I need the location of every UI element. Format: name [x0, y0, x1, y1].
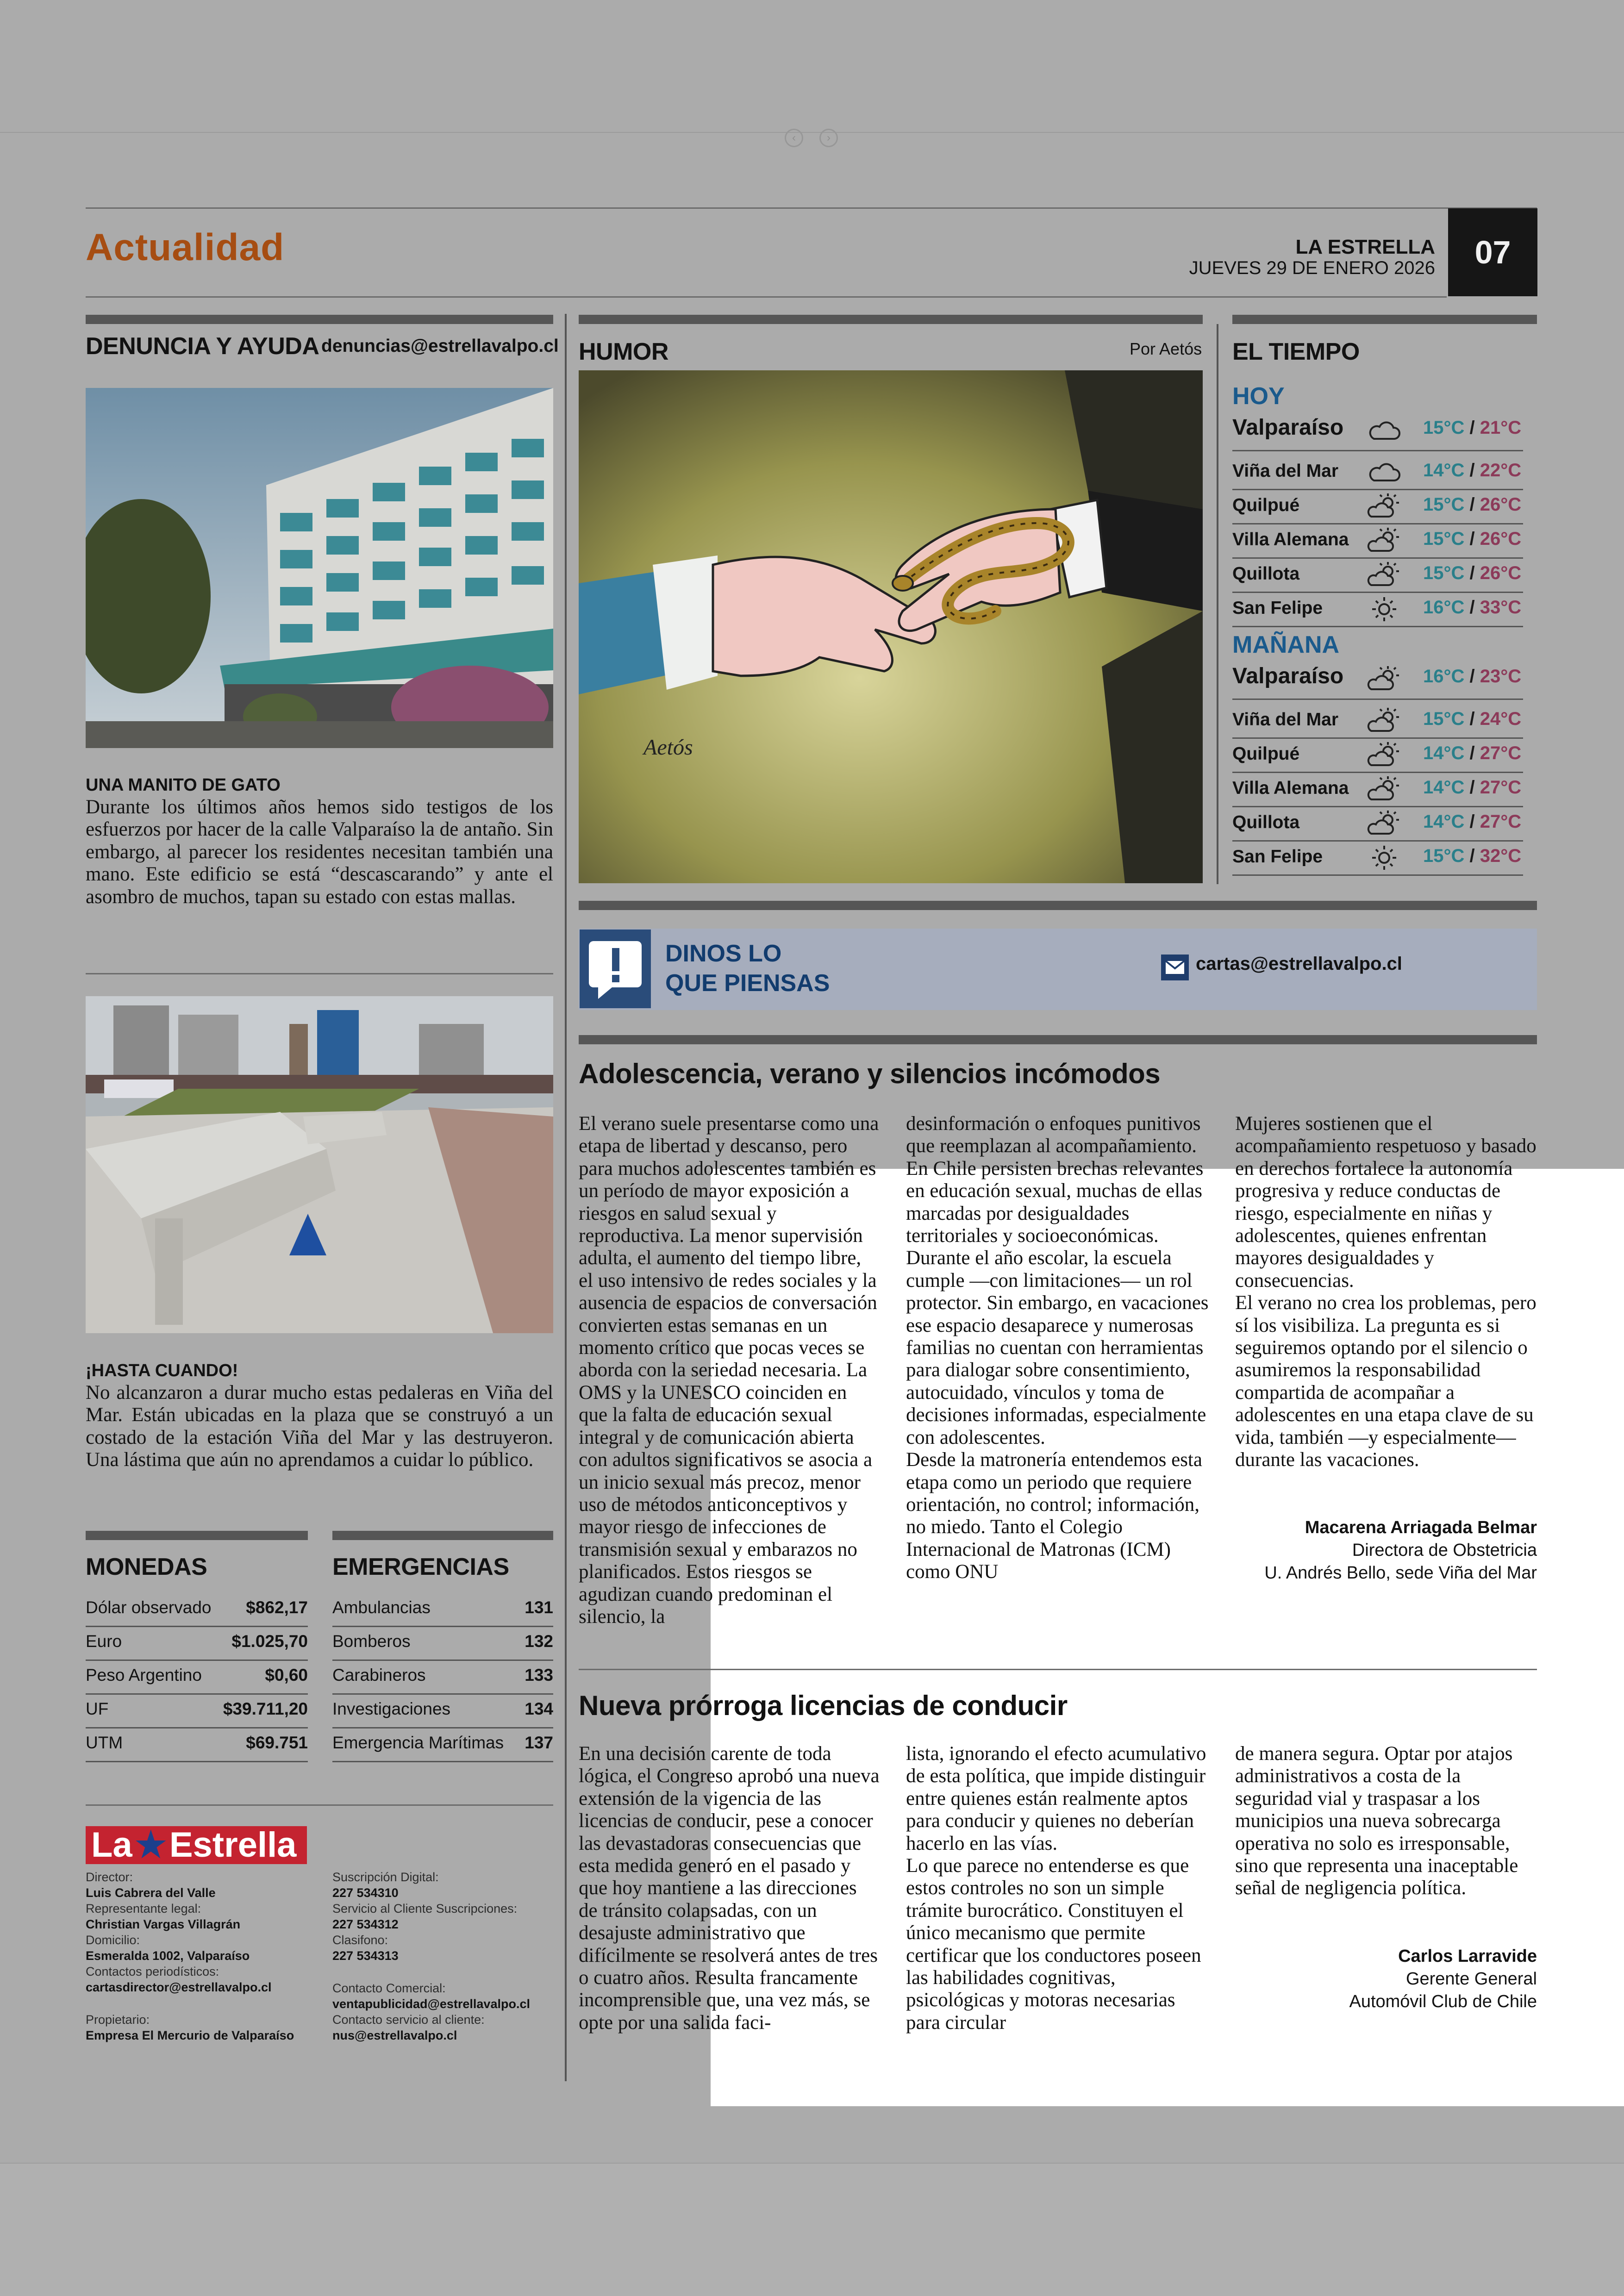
imprint-value: Luis Cabrera del Valle — [86, 1886, 216, 1900]
emergencias-label: Emergencia Marítimas — [332, 1733, 504, 1752]
monedas-title: MONEDAS — [86, 1554, 207, 1580]
emergencias-title: EMERGENCIAS — [332, 1554, 509, 1580]
weather-temps — [1423, 418, 1521, 438]
envelope-icon — [1161, 955, 1189, 980]
weather-city: Viña del Mar — [1232, 710, 1339, 730]
temp-low: 14°C — [1423, 743, 1465, 763]
temp-high: 26°C — [1480, 529, 1522, 549]
header-top-rule — [86, 207, 1537, 209]
emergencias-row — [332, 1632, 553, 1661]
partly-cloudy-icon — [1367, 527, 1402, 555]
paragraph: El verano suele presentarse como una etapa de libertad y descanso, pero para muchos adolescentes también es un período de mayor exposición a riesgos en salud sexual y reproductiva. La menor supervisión adulta, el aumento del tiempo libre, el uso intensivo de redes sociales y la ausencia de espacios de conversación convierten estas semanas en un momento crítico que pocas veces se aborda con la seriedad necesaria. La OMS y la UNESCO coinciden en que la falta de educación sexual integral y de comunicación abierta con adultos significativos se asocia a un inicio sexual más precoz, menor uso de métodos anticonceptivos y mayor riesgo de infecciones de transmisión sexual y embarazos no planificados. Estos riesgos se agudizan cuando predominan el silencio, la — [579, 1113, 879, 1628]
la-estrella-logo — [86, 1826, 307, 1864]
cartoon-signature: Aetós — [643, 735, 693, 760]
author-name: Macarena Arriagada Belmar — [1305, 1518, 1537, 1537]
temp-high: 21°C — [1480, 418, 1522, 438]
imprint-value: Christian Vargas Villagrán — [86, 1917, 241, 1931]
temp-separator: / — [1464, 709, 1480, 729]
author-name: Carlos Larravide — [1398, 1947, 1537, 1966]
logo-estrella: Estrella — [169, 1825, 297, 1865]
partly-cloudy-icon — [1367, 810, 1402, 837]
monedas-value: $39.711,20 — [223, 1699, 308, 1718]
column-divider-weather — [1217, 324, 1218, 884]
article-1-col-2 — [906, 1113, 1209, 1584]
weather-row — [1232, 807, 1523, 842]
imprint-rule — [86, 1804, 553, 1806]
emergencias-row — [332, 1666, 553, 1695]
imprint-value[interactable]: nus@estrellavalpo.cl — [332, 2028, 457, 2042]
weather-temps — [1423, 529, 1521, 549]
letters-email[interactable]: cartas@estrellavalpo.cl — [1196, 954, 1402, 974]
viewer-bottom-bar — [0, 2163, 1624, 2296]
building-photo — [86, 388, 553, 748]
temp-separator: / — [1464, 743, 1480, 763]
sun-icon — [1367, 844, 1402, 872]
paragraph: El verano no crea los problemas, pero sí los visibiliza. La pregunta es si seguiremos optando por el silencio o asumiremos la responsabilidad compartida de acompañar a adolescentes en una etapa clave de su vida, también —y especialmente— durante las vacaciones. — [1235, 1292, 1537, 1471]
temp-separator: / — [1464, 777, 1480, 798]
weather-temps — [1423, 460, 1521, 481]
cloud-icon — [1367, 458, 1402, 486]
article-2-title: Nueva prórroga licencias de conducir — [579, 1690, 1068, 1721]
partly-cloudy-icon — [1367, 561, 1402, 589]
monedas-row — [86, 1699, 308, 1728]
emergencias-row — [332, 1598, 553, 1627]
temp-high: 22°C — [1480, 460, 1522, 480]
temp-separator: / — [1464, 666, 1480, 686]
weather-temps — [1423, 777, 1521, 798]
article-1-signature — [1235, 1516, 1537, 1585]
imprint-value[interactable]: ventapublicidad@estrellavalpo.cl — [332, 1997, 530, 2011]
denuncias-rule — [86, 315, 553, 324]
weather-city: Quilpué — [1232, 744, 1300, 764]
monedas-row — [86, 1632, 308, 1661]
weather-row — [1232, 524, 1523, 559]
weather-temps — [1423, 494, 1521, 515]
temp-high: 33°C — [1480, 597, 1522, 618]
author-role: Directora de Obstetricia — [1352, 1541, 1537, 1560]
weather-temps — [1423, 666, 1521, 687]
emergencias-label: Bomberos — [332, 1632, 411, 1651]
imprint-value: Empresa El Mercurio de Valparaíso — [86, 2028, 294, 2042]
weather-temps — [1423, 709, 1521, 730]
weather-temps — [1423, 597, 1521, 618]
emergencias-label: Investigaciones — [332, 1699, 451, 1718]
weather-row — [1232, 593, 1523, 627]
weather-city: Quilpué — [1232, 495, 1300, 515]
imprint-label: Servicio al Cliente Suscripciones: — [332, 1902, 518, 1915]
article-2-signature — [1235, 1945, 1537, 2013]
monedas-row — [86, 1598, 308, 1627]
emergencias-value: 133 — [525, 1666, 553, 1685]
emergencias-row — [332, 1699, 553, 1728]
weather-row — [1232, 455, 1523, 490]
monedas-label: Euro — [86, 1632, 122, 1651]
article-1-col-3 — [1235, 1113, 1537, 1472]
temp-low: 15°C — [1423, 846, 1465, 866]
monedas-value: $69.751 — [246, 1733, 308, 1752]
weather-temps — [1423, 811, 1521, 832]
page-number: 07 — [1448, 208, 1537, 296]
monedas-row — [86, 1666, 308, 1695]
weather-city: Quillota — [1232, 564, 1300, 584]
temp-high: 27°C — [1480, 777, 1522, 798]
weather-row — [1232, 660, 1523, 700]
imprint-label: Contacto Comercial: — [332, 1981, 446, 1995]
speech-bubble-icon — [580, 930, 651, 1008]
paragraph: desinformación o enfoques punitivos que reemplazan al acompañamiento. — [906, 1113, 1201, 1157]
emergencias-label: Carabineros — [332, 1666, 426, 1685]
denuncia-1-text: Durante los últimos años hemos sido testigos de los esfuerzos por hacer de la calle Valparaíso la de antaño. Sin embargo, al parecer los residentes necesitan también una mano. Este edificio se está “descascarando” y ante el asombro de muchos, tapan su estado con estas mallas. — [86, 796, 553, 908]
temp-high: 26°C — [1480, 563, 1522, 583]
sun-icon — [1367, 595, 1402, 623]
temp-low: 15°C — [1423, 418, 1465, 438]
weather-row — [1232, 841, 1523, 876]
imprint-value: 227 534313 — [332, 1949, 399, 1963]
column-divider — [565, 314, 567, 2081]
imprint-value[interactable]: cartasdirector@estrellavalpo.cl — [86, 1980, 272, 1994]
article-1-title: Adolescencia, verano y silencios incómodos — [579, 1058, 1161, 1089]
imprint-label: Contacto servicio al cliente: — [332, 2013, 485, 2027]
viewer-top-bar — [0, 0, 1624, 133]
imprint-value: 227 534310 — [332, 1886, 399, 1900]
partly-cloudy-icon — [1367, 775, 1402, 803]
monedas-value: $1.025,70 — [231, 1632, 308, 1651]
temp-high: 23°C — [1480, 666, 1522, 686]
paragraph: de manera segura. Optar por atajos administrativos a costa de la seguridad vial y traspasar a los municipios una nueva sobrecarga operativa no solo es irresponsable, sino que representa una inaceptable señal de negligencia política. — [1235, 1743, 1518, 1899]
paragraph: Desde la matronería entendemos esta etapa como un periodo que requiere orientación, no control; información, no miedo. Tanto el Colegio Internacional de Matronas (ICM) como ONU — [906, 1449, 1202, 1583]
monedas-row — [86, 1733, 308, 1762]
temp-low: 14°C — [1423, 460, 1465, 480]
banner-top-rule — [579, 901, 1537, 910]
section-title: Actualidad — [86, 226, 285, 268]
banner-line-2: QUE PIENSAS — [665, 970, 830, 997]
weather-city: San Felipe — [1232, 847, 1323, 867]
issue-date: JUEVES 29 DE ENERO 2026 — [1189, 258, 1435, 278]
temp-low: 14°C — [1423, 811, 1465, 832]
benches-photo — [86, 996, 553, 1333]
temp-high: 24°C — [1480, 709, 1522, 729]
weather-city: Valparaíso — [1232, 415, 1344, 440]
denuncias-separator — [86, 973, 553, 974]
imprint-value: Esmeralda 1002, Valparaíso — [86, 1949, 250, 1963]
temp-low: 16°C — [1423, 666, 1465, 686]
letters-banner-title — [665, 939, 830, 998]
author-org: U. Andrés Bello, sede Viña del Mar — [1264, 1563, 1537, 1583]
partly-cloudy-icon — [1367, 741, 1402, 769]
humor-rule — [579, 315, 1203, 324]
temp-high: 27°C — [1480, 811, 1522, 832]
weather-city: Villa Alemana — [1232, 530, 1349, 549]
weather-rule — [1232, 315, 1537, 324]
star-icon: ★ — [135, 1825, 167, 1865]
previous-page-icon[interactable]: ‹ — [785, 129, 803, 147]
monedas-value: $862,17 — [246, 1598, 308, 1617]
temp-low: 15°C — [1423, 529, 1465, 549]
emergencias-rule — [332, 1531, 553, 1540]
temp-separator: / — [1464, 529, 1480, 549]
imprint-label: Contactos periodísticos: — [86, 1965, 219, 1978]
temp-separator: / — [1464, 597, 1480, 618]
article-2-col-1 — [579, 1743, 880, 2034]
temp-low: 16°C — [1423, 597, 1465, 618]
weather-row — [1232, 738, 1523, 773]
emergencias-value: 131 — [525, 1598, 553, 1617]
paragraph: En una decisión carente de toda lógica, el Congreso aprobó una nueva extensión de la vigencia de las licencias de conducir, pese a conocer las devastadoras consecuencias que esta medida generó en el pasado y que hoy mantiene a las direcciones de tránsito colapsadas, con un desajuste administrativo que difícilmente se resolverá antes de tres o cuatro años. Resulta francamente incomprensible que, una vez más, se opte por una salida faci- — [579, 1743, 880, 2034]
article-2-col-3 — [1235, 1743, 1537, 1900]
imprint-label: Director: — [86, 1870, 133, 1884]
paragraph: Lo que parece no entenderse es que estos controles no son un simple trámite burocrático. Constituyen el único mecanismo que permite certificar que los conductores poseen las habilidades cognitivas, psicológicas y motoras necesarias para circular — [906, 1855, 1201, 2034]
temp-separator: / — [1464, 846, 1480, 866]
denuncia-1-title: UNA MANITO DE GATO — [86, 775, 281, 795]
article-separator — [579, 1669, 1537, 1670]
temp-separator: / — [1464, 563, 1480, 583]
denuncia-2-title: ¡HASTA CUANDO! — [86, 1361, 238, 1380]
next-page-icon[interactable]: › — [819, 129, 838, 147]
weather-row — [1232, 411, 1523, 451]
monedas-label: Peso Argentino — [86, 1666, 202, 1685]
imprint-label: Clasifono: — [332, 1933, 388, 1947]
monedas-label: UTM — [86, 1733, 123, 1752]
humor-title: HUMOR — [579, 338, 668, 365]
humor-byline: Por Aetós — [1130, 339, 1202, 358]
denuncia-2-text: No alcanzaron a durar mucho estas pedaleras en Viña del Mar. Están ubicadas en la plaza que se construyó a un costado de la estación Viña del Mar y las destruyeron. Una lástima que aún no aprendamos a cuidar lo público. — [86, 1382, 553, 1471]
weather-city: Valparaíso — [1232, 664, 1344, 688]
article-1-rule — [579, 1035, 1537, 1044]
emergencias-value: 132 — [525, 1632, 553, 1651]
emergencias-value: 134 — [525, 1699, 553, 1718]
monedas-label: UF — [86, 1699, 109, 1718]
humor-cartoon — [579, 370, 1203, 883]
weather-city: San Felipe — [1232, 598, 1323, 618]
imprint-left — [86, 1869, 317, 2043]
temp-high: 26°C — [1480, 494, 1522, 515]
weather-row — [1232, 558, 1523, 593]
weather-city: Villa Alemana — [1232, 778, 1349, 798]
temp-separator: / — [1464, 460, 1480, 480]
header-bottom-rule — [86, 296, 1447, 298]
temp-separator: / — [1464, 494, 1480, 515]
weather-city: Quillota — [1232, 812, 1300, 832]
imprint-value: 227 534312 — [332, 1917, 399, 1931]
weather-title: EL TIEMPO — [1232, 338, 1360, 365]
article-2-col-2 — [906, 1743, 1209, 2034]
emergencias-row — [332, 1733, 553, 1762]
weather-city: Viña del Mar — [1232, 461, 1339, 481]
partly-cloudy-icon — [1367, 665, 1402, 693]
weather-temps — [1423, 846, 1521, 867]
partly-cloudy-icon — [1367, 493, 1402, 520]
imprint-right — [332, 1869, 559, 2043]
paragraph: lista, ignorando el efecto acumulativo de esta política, que impide distinguir entre quienes están realmente aptos para conducir y quienes no deberían hacerlo en las vías. — [906, 1743, 1206, 1854]
weather-row — [1232, 704, 1523, 739]
author-org: Automóvil Club de Chile — [1349, 1992, 1537, 2011]
temp-high: 32°C — [1480, 846, 1522, 866]
article-1-col-1 — [579, 1113, 880, 1628]
monedas-label: Dólar observado — [86, 1598, 212, 1617]
partly-cloudy-icon — [1367, 707, 1402, 735]
paragraph: En Chile persisten brechas relevantes en educación sexual, muchas de ellas marcadas por desigualdades territoriales y socioeconómicas. Durante el año escolar, la escuela cumple —con limitaciones— un rol protector. Sin embargo, en vacaciones ese espacio desaparece y numerosas familias no cuentan con herramientas para dialogar sobre consentimiento, autocuidado, vínculos y toma de decisiones informadas, especialmente con adolescentes. — [906, 1157, 1209, 1448]
cloud-icon — [1367, 417, 1402, 444]
imprint-label: Suscripción Digital: — [332, 1870, 439, 1884]
paragraph: Mujeres sostienen que el acompañamiento respetuoso y basado en derechos fortalece la autonomía progresiva y reduce conductas de riesgo, especialmente en niñas y adolescentes, quienes enfrentan mayores desigualdades y consecuencias. — [1235, 1113, 1537, 1292]
weather-today-label: HOY — [1232, 383, 1285, 410]
denuncias-title: DENUNCIA Y AYUDA — [86, 333, 319, 360]
monedas-value: $0,60 — [265, 1666, 308, 1685]
imprint-label: Propietario: — [86, 2013, 150, 2027]
temp-low: 14°C — [1423, 777, 1465, 798]
monedas-rule — [86, 1531, 308, 1540]
author-role: Gerente General — [1405, 1969, 1537, 1989]
temp-low: 15°C — [1423, 563, 1465, 583]
weather-temps — [1423, 743, 1521, 764]
temp-low: 15°C — [1423, 494, 1465, 515]
emergencias-value: 137 — [525, 1733, 553, 1752]
masthead-info — [1111, 237, 1435, 278]
weather-row — [1232, 490, 1523, 524]
temp-high: 27°C — [1480, 743, 1522, 763]
temp-separator: / — [1464, 418, 1480, 438]
banner-line-1: DINOS LO — [665, 940, 782, 967]
weather-row — [1232, 773, 1523, 807]
denuncias-email[interactable]: denuncias@estrellavalpo.cl — [321, 336, 559, 356]
imprint-label: Representante legal: — [86, 1902, 201, 1915]
emergencias-label: Ambulancias — [332, 1598, 431, 1617]
temp-low: 15°C — [1423, 709, 1465, 729]
weather-temps — [1423, 563, 1521, 584]
imprint-label: Domicilio: — [86, 1933, 140, 1947]
weather-tomorrow-label: MAÑANA — [1232, 631, 1340, 658]
temp-separator: / — [1464, 811, 1480, 832]
paper-name: LA ESTRELLA — [1295, 236, 1435, 258]
logo-la: La — [91, 1825, 132, 1865]
